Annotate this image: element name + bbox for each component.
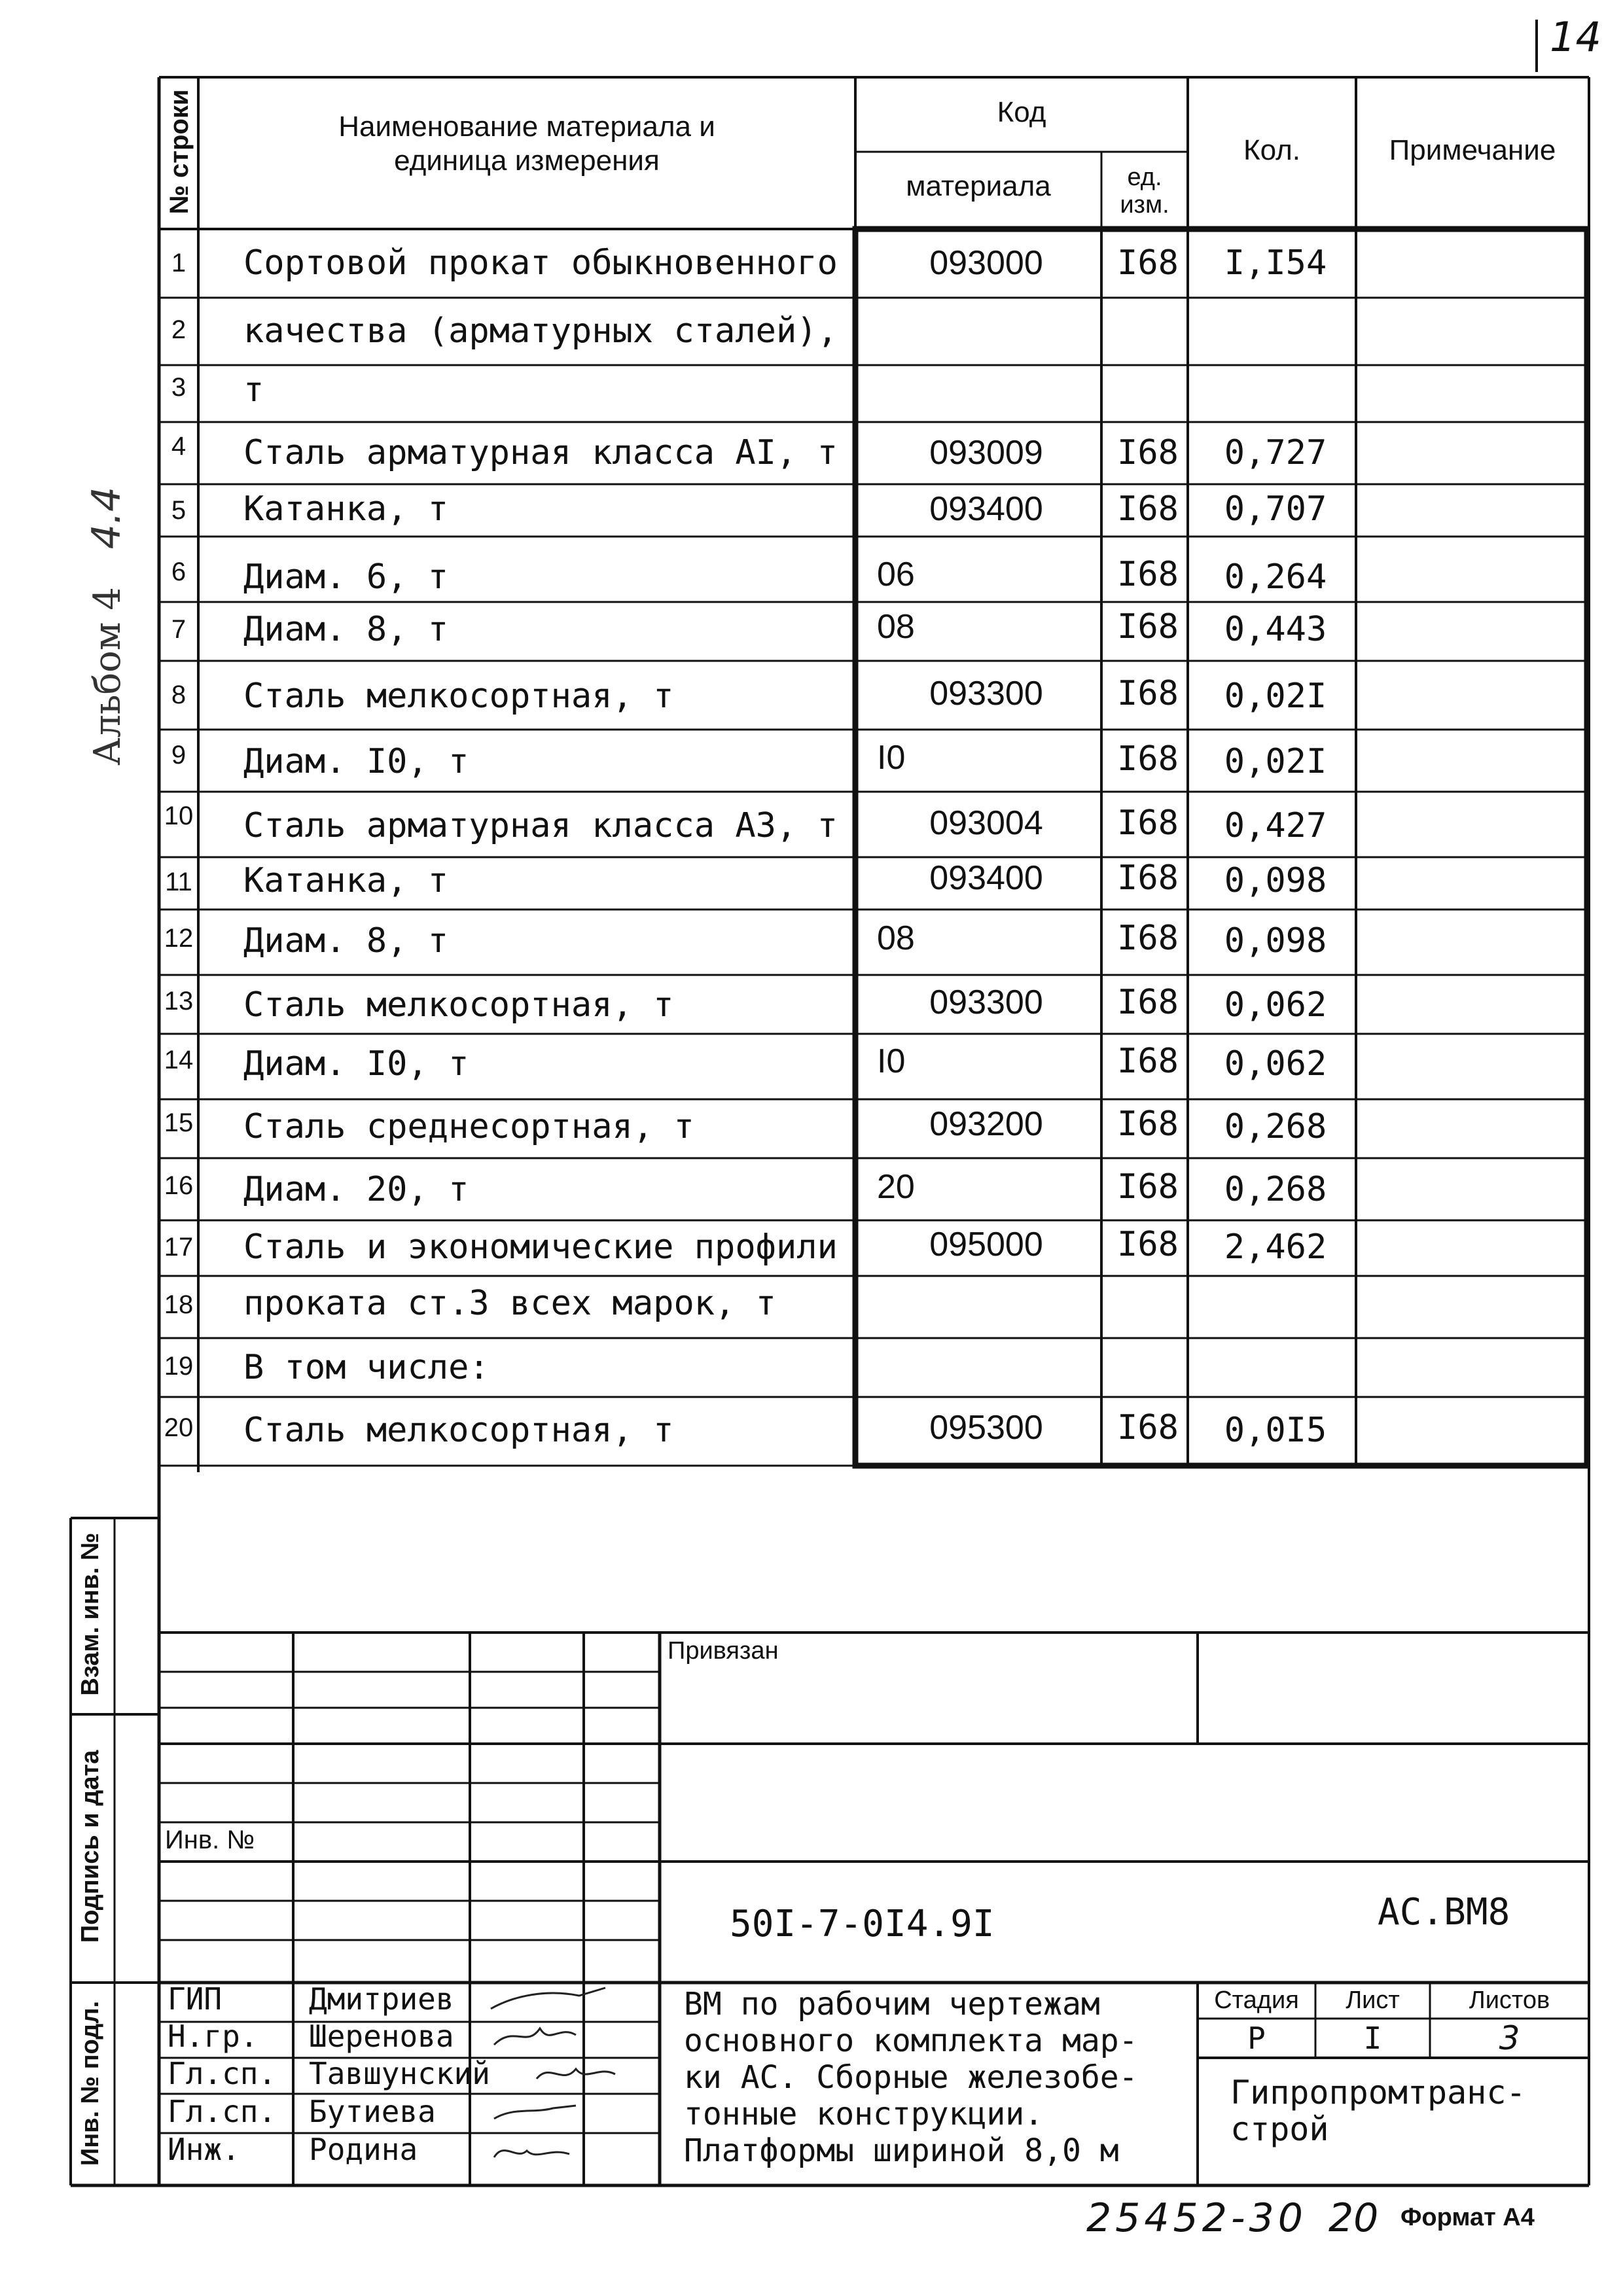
row-number: 8 xyxy=(171,680,187,709)
row-number: 20 xyxy=(164,1413,194,1442)
header-note: Примечание xyxy=(1389,134,1556,166)
row-number: 2 xyxy=(171,315,187,344)
row-number: 12 xyxy=(164,924,194,953)
row-name: Диам. 20, т xyxy=(243,1170,469,1209)
row-unit-code: I68 xyxy=(1117,1104,1179,1144)
row-number: 15 xyxy=(164,1108,194,1137)
row-number: 10 xyxy=(164,802,194,830)
row-quantity: 0,443 xyxy=(1224,610,1327,649)
row-name: Сталь арматурная класса AI, т xyxy=(243,433,838,472)
row-unit-code: I68 xyxy=(1117,1225,1179,1264)
staff-role: Гл.сп. xyxy=(168,2056,277,2091)
row-material-code: 06 xyxy=(877,556,915,593)
row-material-code: 20 xyxy=(877,1168,915,1206)
side-label-inv-original: Инв. № подл. xyxy=(77,2000,104,2166)
staff-name: Родина xyxy=(309,2132,418,2167)
row-material-code: 093300 xyxy=(929,983,1043,1021)
inv-number-label: Инв. № xyxy=(165,1826,255,1854)
row-material-code: 093400 xyxy=(929,859,1043,897)
row-quantity: 0,264 xyxy=(1224,557,1327,597)
staff-name: Бутиева xyxy=(309,2094,436,2129)
row-number: 3 xyxy=(171,373,187,402)
row-number: 5 xyxy=(171,496,187,525)
staff-name: Шеренова xyxy=(309,2019,454,2054)
row-number: 19 xyxy=(164,1352,194,1381)
footer-inventory-number: 25452-30 xyxy=(1086,2195,1307,2241)
header-material-name xyxy=(198,98,855,190)
row-unit-code: I68 xyxy=(1117,433,1179,472)
staff-name: Дмитриев xyxy=(309,1981,454,2017)
staff-signature xyxy=(530,2056,628,2092)
header-unit-line2: изм. xyxy=(1120,191,1169,219)
row-unit-code: I68 xyxy=(1117,739,1179,779)
row-material-code: 095300 xyxy=(929,1409,1043,1447)
row-quantity: 0,268 xyxy=(1224,1170,1327,1209)
row-quantity: 0,062 xyxy=(1224,1044,1327,1084)
row-quantity: 0,02I xyxy=(1224,677,1327,716)
row-name: Сталь арматурная класса A3, т xyxy=(243,806,838,845)
sheet-value: I xyxy=(1363,2021,1382,2056)
staff-role: Гл.сп. xyxy=(168,2094,277,2129)
row-name: Сталь и экономические профили xyxy=(243,1227,838,1267)
header-row-number: № строки xyxy=(165,89,194,215)
row-material-code: I0 xyxy=(877,1042,906,1080)
title-line: Платформы шириной 8,0 м xyxy=(684,2132,1119,2169)
title-line: основного комплекта мар- xyxy=(684,2022,1138,2059)
row-name: Сортовой прокат обыкновенного xyxy=(243,243,838,283)
staff-signature xyxy=(488,1983,618,2019)
privyazan-label: Привязан xyxy=(668,1637,779,1665)
row-unit-code: I68 xyxy=(1117,674,1179,713)
header-code-unit xyxy=(1101,157,1188,225)
row-material-code: 08 xyxy=(877,919,915,957)
row-quantity: 0,727 xyxy=(1224,433,1327,472)
row-number: 1 xyxy=(171,249,187,277)
staff-name: Тавшунский xyxy=(309,2056,490,2091)
row-unit-code: I68 xyxy=(1117,1408,1179,1447)
row-unit-code: I68 xyxy=(1117,489,1179,529)
album-handwritten: 4.4 xyxy=(84,486,130,550)
row-unit-code: I68 xyxy=(1117,1167,1179,1207)
staff-signature xyxy=(488,2134,579,2170)
row-name: Диам. I0, т xyxy=(243,1044,469,1084)
row-number: 6 xyxy=(171,557,187,586)
row-material-code: 095000 xyxy=(929,1226,1043,1263)
row-name: проката ст.3 всех марок, т xyxy=(243,1284,776,1323)
row-unit-code: I68 xyxy=(1117,243,1179,283)
row-quantity: 0,427 xyxy=(1224,806,1327,845)
header-code-material: материала xyxy=(906,170,1051,202)
row-number: 11 xyxy=(165,868,192,896)
row-number: 17 xyxy=(164,1233,194,1262)
row-number: 14 xyxy=(164,1046,194,1074)
row-material-code: I0 xyxy=(877,739,906,777)
staff-role: ГИП xyxy=(168,1981,223,2017)
row-material-code: 093400 xyxy=(929,490,1043,528)
title-line: ки АС. Сборные железобе- xyxy=(684,2059,1138,2096)
row-number: 9 xyxy=(171,741,187,769)
row-quantity: 0,707 xyxy=(1224,489,1327,529)
row-name: Диам. 8, т xyxy=(243,610,449,649)
footer-extra-number: 20 xyxy=(1329,2195,1379,2241)
document-number: 50I-7-0I4.9I xyxy=(730,1903,995,1945)
album-label-text: Альбом 4 xyxy=(86,587,129,766)
side-label-vzam-inv: Взам. инв. № xyxy=(77,1532,104,1696)
album-label xyxy=(84,487,130,766)
org-line2: строй xyxy=(1230,2110,1329,2148)
row-unit-code: I68 xyxy=(1117,919,1179,958)
row-number: 18 xyxy=(164,1290,194,1319)
row-material-code: 08 xyxy=(877,608,915,646)
row-name: Диам. 8, т xyxy=(243,921,449,961)
row-quantity: 0,098 xyxy=(1224,921,1327,961)
row-unit-code: I68 xyxy=(1117,607,1179,646)
staff-role: Инж. xyxy=(168,2132,240,2167)
row-name: Диам. I0, т xyxy=(243,742,469,781)
row-quantity: I,I54 xyxy=(1224,243,1327,283)
row-material-code: 093004 xyxy=(929,804,1043,842)
format-label: Формат А4 xyxy=(1400,2204,1535,2231)
staff-signature xyxy=(488,2094,586,2130)
row-number: 13 xyxy=(164,987,194,1016)
corner-page-mark: 14 xyxy=(1550,13,1601,61)
org-line1: Гипропромтранс- xyxy=(1230,2074,1526,2111)
organization xyxy=(1230,2074,1526,2147)
row-quantity: 0,062 xyxy=(1224,985,1327,1025)
header-code: Код xyxy=(997,96,1046,128)
row-name: качества (арматурных сталей), xyxy=(243,311,838,351)
row-unit-code: I68 xyxy=(1117,983,1179,1022)
row-name: В том числе: xyxy=(243,1348,490,1387)
stage-label: Стадия xyxy=(1214,1987,1299,2014)
header-name-line1: Наименование материала и xyxy=(338,111,715,143)
row-unit-code: I68 xyxy=(1117,555,1179,594)
document-title xyxy=(684,1986,1138,2169)
sheets-label: Листов xyxy=(1469,1987,1550,2014)
row-material-code: 093000 xyxy=(929,244,1043,282)
row-number: 7 xyxy=(171,615,187,644)
side-label-signature-date: Подпись и дата xyxy=(77,1750,104,1943)
row-unit-code: I68 xyxy=(1117,858,1179,898)
header-unit-line1: ед. xyxy=(1127,164,1162,191)
title-line: тонные конструкции. xyxy=(684,2096,1044,2132)
row-name: Сталь среднесортная, т xyxy=(243,1107,694,1146)
row-name: Катанка, т xyxy=(243,861,449,900)
row-name: т xyxy=(243,370,264,410)
staff-role: Н.гр. xyxy=(168,2019,259,2054)
row-unit-code: I68 xyxy=(1117,1042,1179,1081)
row-name: Сталь мелкосортная, т xyxy=(243,677,674,716)
row-name: Сталь мелкосортная, т xyxy=(243,1411,674,1450)
sheet-label: Лист xyxy=(1346,1987,1400,2014)
row-quantity: 0,268 xyxy=(1224,1107,1327,1146)
header-quantity: Кол. xyxy=(1243,134,1301,166)
sheets-value: 3 xyxy=(1499,2019,1520,2057)
row-material-code: 093300 xyxy=(929,675,1043,713)
row-name: Диам. 6, т xyxy=(243,557,449,597)
row-unit-code: I68 xyxy=(1117,804,1179,843)
row-name: Катанка, т xyxy=(243,489,449,529)
title-line: ВМ по рабочим чертежам xyxy=(684,1986,1100,2022)
row-material-code: 093009 xyxy=(929,434,1043,472)
header-name-line2: единица измерения xyxy=(394,145,660,177)
row-material-code: 093200 xyxy=(929,1105,1043,1143)
row-quantity: 0,02I xyxy=(1224,742,1327,781)
document-code: АС.ВМ8 xyxy=(1378,1891,1510,1934)
row-quantity: 0,098 xyxy=(1224,861,1327,900)
stage-value: Р xyxy=(1247,2021,1266,2056)
row-quantity: 0,0I5 xyxy=(1224,1411,1327,1450)
staff-signature xyxy=(488,2019,586,2055)
row-number: 16 xyxy=(164,1171,194,1200)
row-quantity: 2,462 xyxy=(1224,1227,1327,1267)
row-number: 4 xyxy=(171,432,187,461)
row-name: Сталь мелкосортная, т xyxy=(243,985,674,1025)
